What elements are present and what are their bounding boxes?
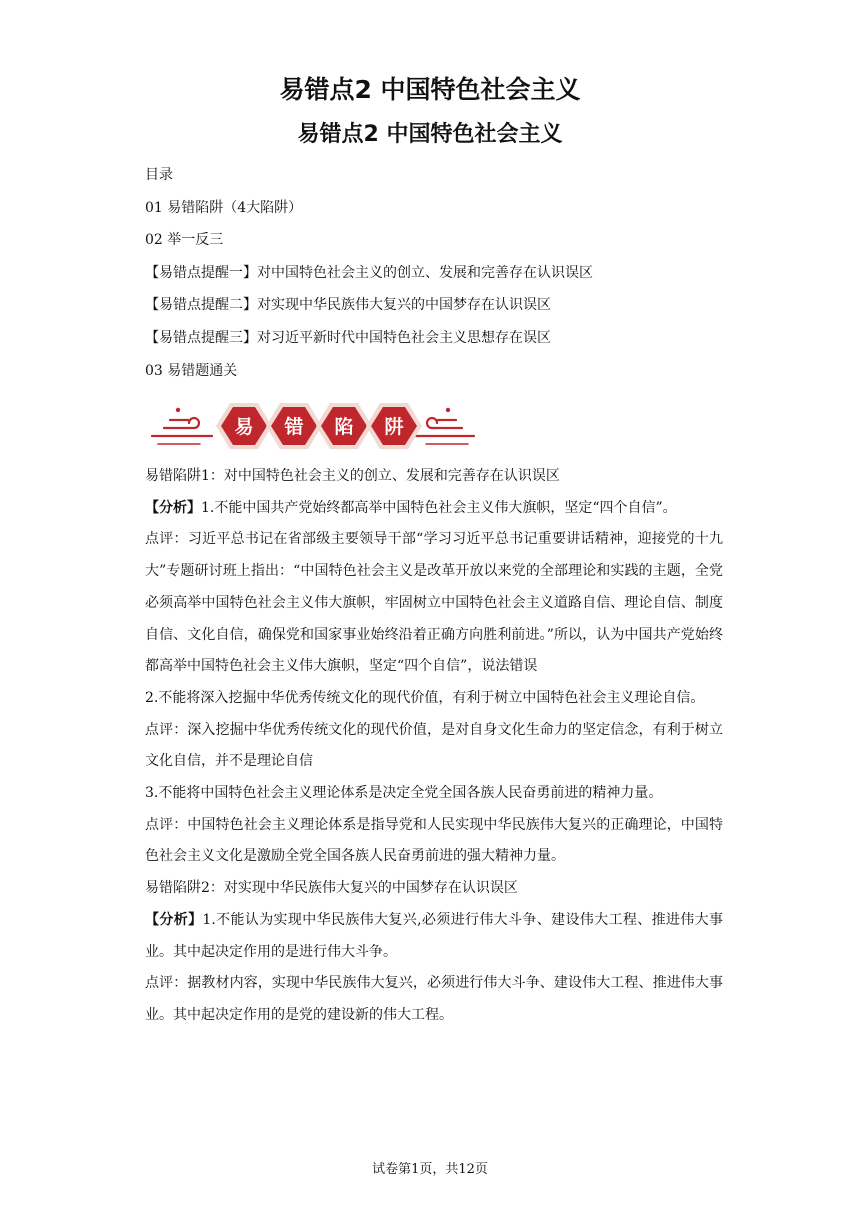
toc-item: 【易错点提醒二】对实现中华民族伟大复兴的中国梦存在认识误区 [145,297,551,314]
analysis-tag: 【分析】 [145,499,201,516]
comment-text: 点评：中国特色社会主义理论体系是指导党和人民实现中华民族伟大复兴的正确理论，中国特色社会主义文化是激励全党全国各族人民奋勇前进的强大精神力量。 [145,816,723,865]
right-swirl-icon [414,418,474,444]
banner-hex-4 [366,403,422,449]
banner-char: 错 [284,416,304,438]
analysis-item [145,493,723,525]
toc-item: 【易错点提醒一】对中国特色社会主义的创立、发展和完善存在认识误区 [145,264,593,281]
trap-heading: 易错陷阱2：对实现中华民族伟大复兴的中国梦存在认识误区 [145,880,518,897]
document-subtitle: 易错点2 中国特色社会主义 [297,122,563,147]
comment-text: 点评：深入挖掘中华优秀传统文化的现代价值，是对自身文化生命力的坚定信念，有利于树立文化自信，并不是理论自信 [145,721,723,770]
banner-hex-3 [316,403,372,449]
trap-heading: 易错陷阱1：对中国特色社会主义的创立、发展和完善存在认识误区 [145,468,560,484]
banner-char: 陷 [334,416,354,438]
banner-char: 易 [234,416,254,438]
analysis-text: 1.不能中国共产党始终都高举中国特色社会主义伟大旗帜，坚定“四个自信”。 [201,499,677,516]
analysis-text: 1.不能认为实现中华民族伟大复兴,必须进行伟大斗争、建设伟大工程、推进伟大事业。其中起决定作用的是进行伟大斗争。 [145,911,723,960]
analysis-text: 3.不能将中国特色社会主义理论体系是决定全党全国各族人民奋勇前进的精神力量。 [145,785,663,802]
banner-char: 阱 [384,416,404,438]
banner-hex-1 [216,403,272,449]
toc-item: 02 举一反三 [145,232,224,249]
toc-item: 03 易错题通关 [145,362,238,379]
banner-hex-2 [266,403,322,449]
toc-heading: 目录 [145,167,173,183]
main-content [145,461,723,1032]
toc-item: 01 易错陷阱（4大陷阱） [145,199,303,216]
analysis-item [145,905,723,968]
section-banner [150,398,476,454]
comment-text: 点评：习近平总书记在省部级主要领导干部“学习习近平总书记重要讲话精神，迎接党的十九大”专题研讨班上指出：“中国特色社会主义是改革开放以来党的全部理论和实践的主题，全党必须高举中国特色社会主义伟大旗帜，牢固树立中国特色社会主义道路自信、理论自信、制度自信、文化自信，确保党和国家事业始终沿着正确方向胜利前进。”所以，认为中国共产党始终都高举中国特色社会主义伟大旗帜，坚定“四个自信”，说法错误 [145,531,723,675]
table-of-contents [145,159,725,387]
left-swirl-icon [152,418,212,444]
page-footer: 试卷第1页，共12页 [372,1162,488,1177]
toc-item: 【易错点提醒三】对习近平新时代中国特色社会主义思想存在误区 [145,329,551,346]
analysis-tag: 【分析】 [145,911,203,928]
analysis-text: 2.不能将深入挖掘中华优秀传统文化的现代价值，有利于树立中国特色社会主义理论自信。 [145,689,705,706]
comment-text: 点评：据教材内容，实现中华民族伟大复兴，必须进行伟大斗争、建设伟大工程、推进伟大事业。其中起决定作用的是党的建设新的伟大工程。 [145,975,723,1023]
document-title: 易错点2 中国特色社会主义 [279,75,581,104]
